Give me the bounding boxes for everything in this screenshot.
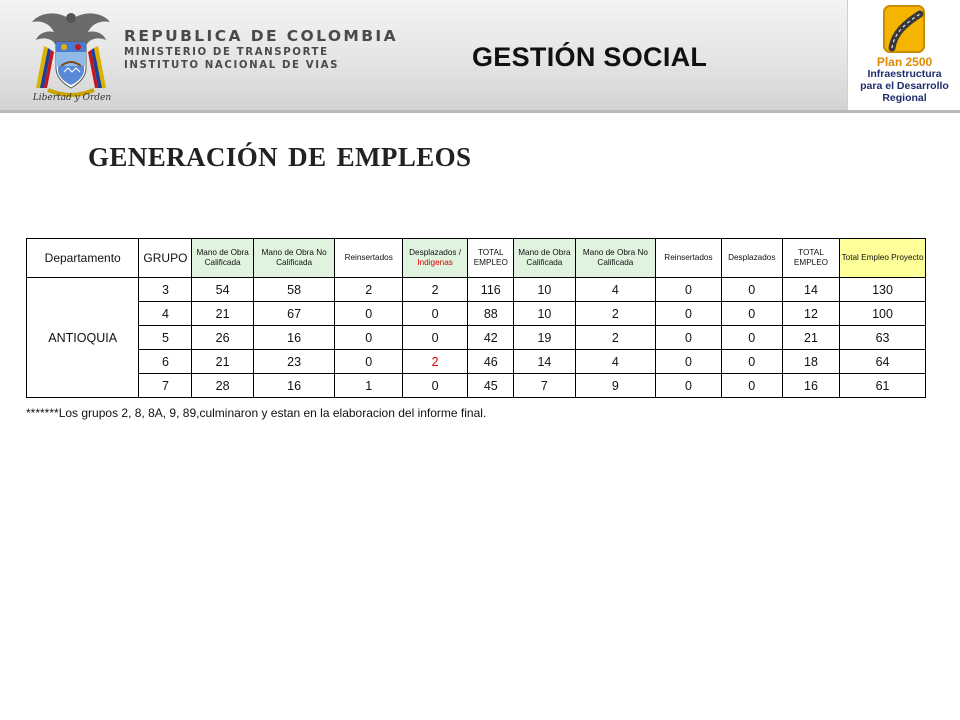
plan-2500-logo xyxy=(847,0,960,113)
table-cell: 6 xyxy=(139,350,192,374)
table-cell: 67 xyxy=(253,302,335,326)
table-cell: 88 xyxy=(468,302,514,326)
table-cell: 100 xyxy=(840,302,926,326)
table-cell: 0 xyxy=(656,374,721,398)
col-header-label-red: Indigenas xyxy=(417,258,453,267)
col-header: Desplazados xyxy=(721,239,782,278)
table-cell: 0 xyxy=(656,326,721,350)
table-cell: 7 xyxy=(514,374,575,398)
table-cell: 116 xyxy=(468,278,514,302)
table-cell: 3 xyxy=(139,278,192,302)
road-emblem-icon xyxy=(882,4,926,54)
table-cell: 9 xyxy=(575,374,656,398)
table-cell: 7 xyxy=(139,374,192,398)
coat-of-arms-icon xyxy=(28,6,114,106)
table-cell: 10 xyxy=(514,302,575,326)
table-cell: 0 xyxy=(402,302,467,326)
plan-line-2: Infraestructura xyxy=(867,68,942,80)
col-header-label: Desplazados / xyxy=(409,248,462,257)
table-cell: 16 xyxy=(782,374,839,398)
table-cell: 0 xyxy=(335,302,402,326)
plan-line-4: Regional xyxy=(882,92,927,104)
table-cell: 2 xyxy=(575,302,656,326)
col-header: Mano de Obra No Calificada xyxy=(253,239,335,278)
table-cell: 54 xyxy=(192,278,253,302)
table-cell: 4 xyxy=(139,302,192,326)
table-cell: 18 xyxy=(782,350,839,374)
org-block xyxy=(124,26,398,72)
col-header: Mano de Obra Calificada xyxy=(514,239,575,278)
table-cell: 0 xyxy=(721,302,782,326)
table-row xyxy=(27,278,926,302)
table-cell: 21 xyxy=(192,350,253,374)
table-cell: 0 xyxy=(402,326,467,350)
table-cell: 0 xyxy=(402,374,467,398)
table-row xyxy=(27,326,926,350)
table-cell: 61 xyxy=(840,374,926,398)
header-band xyxy=(0,0,960,113)
employment-table xyxy=(26,238,926,398)
plan-line-3: para el Desarrollo xyxy=(860,80,949,92)
plan-line-1: Plan 2500 xyxy=(876,55,933,69)
table-row xyxy=(27,374,926,398)
table-row xyxy=(27,302,926,326)
table-cell: 28 xyxy=(192,374,253,398)
table-cell: 4 xyxy=(575,278,656,302)
table-cell: 58 xyxy=(253,278,335,302)
table-cell: 16 xyxy=(253,374,335,398)
table-cell: 0 xyxy=(656,350,721,374)
table-cell: 130 xyxy=(840,278,926,302)
table-cell: 16 xyxy=(253,326,335,350)
table-cell: 21 xyxy=(782,326,839,350)
col-header: TOTAL EMPLEO xyxy=(782,239,839,278)
table-cell: 12 xyxy=(782,302,839,326)
table-cell: 64 xyxy=(840,350,926,374)
col-header: GRUPO xyxy=(139,239,192,278)
table-cell: 5 xyxy=(139,326,192,350)
table-cell: 0 xyxy=(721,350,782,374)
col-header: Mano de Obra No Calificada xyxy=(575,239,656,278)
table-row xyxy=(27,350,926,374)
table-cell: 10 xyxy=(514,278,575,302)
motto-text: Libertad y Orden xyxy=(32,93,112,103)
col-header: Reinsertados xyxy=(335,239,402,278)
table-cell: 42 xyxy=(468,326,514,350)
col-header: Departamento xyxy=(27,239,139,278)
table-cell: 0 xyxy=(656,278,721,302)
table-cell-highlighted: 2 xyxy=(402,350,467,374)
table-cell: 0 xyxy=(335,350,402,374)
table-cell: 0 xyxy=(721,278,782,302)
table-cell: 14 xyxy=(782,278,839,302)
table-cell: 0 xyxy=(335,326,402,350)
org-title: REPUBLICA DE COLOMBIA xyxy=(124,27,398,45)
department-cell: ANTIOQUIA xyxy=(27,278,139,398)
header-divider xyxy=(0,110,960,113)
table-cell: 0 xyxy=(721,374,782,398)
col-header: Total Empleo Proyecto xyxy=(840,239,926,278)
table-cell: 21 xyxy=(192,302,253,326)
section-title: GESTIÓN SOCIAL xyxy=(472,42,708,72)
table-cell: 0 xyxy=(656,302,721,326)
table-cell: 45 xyxy=(468,374,514,398)
table-cell: 63 xyxy=(840,326,926,350)
table-header-row xyxy=(27,239,926,278)
table-cell: 4 xyxy=(575,350,656,374)
table-cell: 46 xyxy=(468,350,514,374)
table-cell: 2 xyxy=(402,278,467,302)
col-header: TOTAL EMPLEO xyxy=(468,239,514,278)
table-cell: 23 xyxy=(253,350,335,374)
col-header: Mano de Obra Calificada xyxy=(192,239,253,278)
col-header: Reinsertados xyxy=(656,239,721,278)
col-header xyxy=(402,239,467,278)
table-footnote: *******Los grupos 2, 8, 8A, 9, 89,culminaron y estan en la elaboracion del informe final. xyxy=(26,406,487,420)
table-cell: 2 xyxy=(575,326,656,350)
table-cell: 14 xyxy=(514,350,575,374)
table-cell: 0 xyxy=(721,326,782,350)
plan-2500-text xyxy=(848,56,960,104)
table-cell: 1 xyxy=(335,374,402,398)
table-cell: 26 xyxy=(192,326,253,350)
table-cell: 19 xyxy=(514,326,575,350)
institute-name: INSTITUTO NACIONAL DE VIAS xyxy=(124,60,340,71)
ministry-name: MINISTERIO DE TRANSPORTE xyxy=(124,47,329,58)
table-cell: 2 xyxy=(335,278,402,302)
page-title: GENERACIÓN DE EMPLEOS xyxy=(88,142,472,172)
